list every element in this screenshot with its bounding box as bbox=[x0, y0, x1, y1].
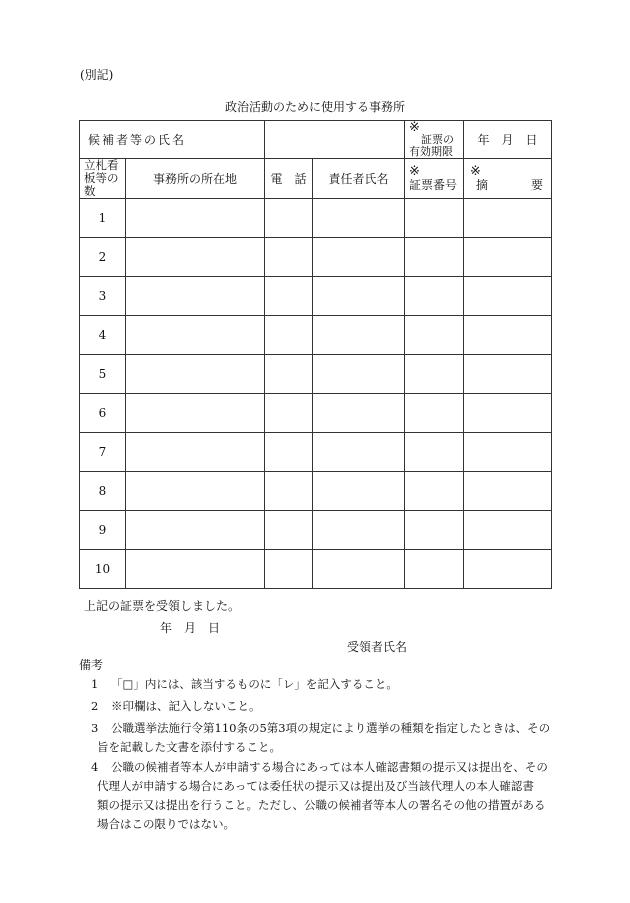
note-item bbox=[91, 758, 551, 834]
data-rows bbox=[80, 199, 552, 589]
note-text: 代理人が申請する場合にあっては委任状の提示又は提出及び当該代理人の本人確認書 bbox=[97, 779, 534, 793]
phone-field[interactable] bbox=[265, 277, 313, 316]
location-field[interactable] bbox=[126, 199, 265, 238]
row-number: 6 bbox=[80, 394, 126, 433]
table-row bbox=[80, 394, 552, 433]
manager-field[interactable] bbox=[313, 238, 405, 277]
location-field[interactable] bbox=[126, 238, 265, 277]
table-row bbox=[80, 511, 552, 550]
cert-number-field[interactable] bbox=[405, 277, 464, 316]
phone-field[interactable] bbox=[265, 511, 313, 550]
row-number: 10 bbox=[80, 550, 126, 589]
note-text: 類の提示又は提出を行うこと。ただし、公職の候補者等本人の署名その他の措置がある bbox=[97, 798, 546, 812]
table-row bbox=[80, 355, 552, 394]
remarks-label bbox=[470, 178, 551, 192]
cert-number-field[interactable] bbox=[405, 433, 464, 472]
note-text: 「□」内には、該当するものに「レ」を記入すること。 bbox=[111, 677, 398, 691]
col-header-phone: 電 話 bbox=[265, 159, 313, 199]
location-field[interactable] bbox=[126, 355, 265, 394]
col-count-line2: 板等の bbox=[84, 171, 119, 185]
cert-number-field[interactable] bbox=[405, 550, 464, 589]
document-title: 政治活動のために使用する事務所 bbox=[224, 100, 405, 114]
note-item bbox=[91, 697, 551, 716]
manager-field[interactable] bbox=[313, 394, 405, 433]
notes-heading: 備考 bbox=[79, 658, 104, 672]
validity-mark: ※ bbox=[409, 120, 420, 135]
validity-date-field[interactable]: 年 月 日 bbox=[464, 121, 552, 159]
manager-field[interactable] bbox=[313, 355, 405, 394]
remarks-field[interactable] bbox=[464, 511, 552, 550]
cert-number-field[interactable] bbox=[405, 199, 464, 238]
table-row bbox=[80, 472, 552, 511]
col-header-location: 事務所の所在地 bbox=[126, 159, 265, 199]
phone-field[interactable] bbox=[265, 550, 313, 589]
remarks-mark: ※ bbox=[470, 164, 481, 179]
candidate-name-label: 候補者等の氏名 bbox=[88, 132, 187, 147]
validity-label-line1: 証票の bbox=[421, 133, 455, 146]
table-row bbox=[80, 316, 552, 355]
cert-number-field[interactable] bbox=[405, 316, 464, 355]
col-header-count bbox=[80, 159, 126, 199]
row-number: 1 bbox=[80, 199, 126, 238]
note-text: 場合はこの限りではない。 bbox=[97, 817, 235, 831]
remarks-field[interactable] bbox=[464, 550, 552, 589]
row-number: 4 bbox=[80, 316, 126, 355]
row-number: 5 bbox=[80, 355, 126, 394]
location-field[interactable] bbox=[126, 277, 265, 316]
phone-field[interactable] bbox=[265, 238, 313, 277]
location-field[interactable] bbox=[126, 433, 265, 472]
location-field[interactable] bbox=[126, 550, 265, 589]
note-number: 4 bbox=[91, 760, 99, 774]
candidate-name-field[interactable] bbox=[265, 121, 405, 159]
cert-number-field[interactable] bbox=[405, 511, 464, 550]
note-text: 公職選挙法施行令第110条の5第3項の規定により選挙の種類を指定したときは、その bbox=[111, 721, 551, 735]
receipt-text: 上記の証票を受領しました。 bbox=[84, 599, 241, 613]
row-number: 7 bbox=[80, 433, 126, 472]
col-count-line1: 立札看 bbox=[84, 158, 119, 172]
cert-number-field[interactable] bbox=[405, 394, 464, 433]
phone-field[interactable] bbox=[265, 394, 313, 433]
remarks-field[interactable] bbox=[464, 472, 552, 511]
note-number: 2 bbox=[91, 699, 99, 713]
manager-field[interactable] bbox=[313, 316, 405, 355]
location-field[interactable] bbox=[126, 511, 265, 550]
validity-label-line2: 有効期限 bbox=[409, 145, 454, 158]
col-header-manager: 責任者氏名 bbox=[313, 159, 405, 199]
note-number: 3 bbox=[91, 721, 99, 735]
phone-field[interactable] bbox=[265, 472, 313, 511]
remarks-field[interactable] bbox=[464, 316, 552, 355]
remarks-field[interactable] bbox=[464, 394, 552, 433]
note-item bbox=[91, 719, 551, 757]
note-text: 公職の候補者等本人が申請する場合にあっては本人確認書類の提示又は提出を、その bbox=[111, 760, 548, 774]
row-number: 3 bbox=[80, 277, 126, 316]
location-field[interactable] bbox=[126, 472, 265, 511]
remarks-field[interactable] bbox=[464, 238, 552, 277]
manager-field[interactable] bbox=[313, 472, 405, 511]
cert-number-field[interactable] bbox=[405, 238, 464, 277]
office-form-table bbox=[79, 120, 552, 589]
document-label: (別記) bbox=[80, 68, 114, 82]
manager-field[interactable] bbox=[313, 433, 405, 472]
table-row bbox=[80, 199, 552, 238]
row-number: 8 bbox=[80, 472, 126, 511]
cert-number-field[interactable] bbox=[405, 355, 464, 394]
table-row bbox=[80, 277, 552, 316]
manager-field[interactable] bbox=[313, 550, 405, 589]
col-header-cert-number bbox=[405, 159, 464, 199]
candidate-row bbox=[80, 121, 552, 159]
phone-field[interactable] bbox=[265, 316, 313, 355]
manager-field[interactable] bbox=[313, 511, 405, 550]
remarks-label-b: 要 bbox=[531, 178, 544, 192]
note-item bbox=[91, 675, 551, 694]
row-number: 9 bbox=[80, 511, 126, 550]
col-count-line3: 数 bbox=[84, 184, 96, 198]
note-text: ※印欄は、記入しないこと。 bbox=[111, 699, 261, 713]
table-row bbox=[80, 238, 552, 277]
remarks-field[interactable] bbox=[464, 199, 552, 238]
manager-field[interactable] bbox=[313, 199, 405, 238]
cert-mark: ※ bbox=[409, 164, 420, 179]
phone-field[interactable] bbox=[265, 199, 313, 238]
row-number: 2 bbox=[80, 238, 126, 277]
remarks-field[interactable] bbox=[464, 433, 552, 472]
column-header-row bbox=[80, 159, 552, 199]
remarks-field[interactable] bbox=[464, 277, 552, 316]
receiver-name-label: 受領者氏名 bbox=[347, 640, 408, 654]
location-field[interactable] bbox=[126, 316, 265, 355]
note-text: 旨を記載した文書を添付すること。 bbox=[97, 740, 281, 754]
remarks-field[interactable] bbox=[464, 355, 552, 394]
phone-field[interactable] bbox=[265, 355, 313, 394]
remarks-label-a: 摘 bbox=[476, 178, 489, 192]
col-header-remarks bbox=[464, 159, 552, 199]
phone-field[interactable] bbox=[265, 433, 313, 472]
receipt-date[interactable]: 年 月 日 bbox=[160, 621, 221, 635]
validity-label-cell bbox=[405, 121, 464, 159]
location-field[interactable] bbox=[126, 394, 265, 433]
table-row bbox=[80, 550, 552, 589]
cert-number-label: 証票番号 bbox=[409, 178, 458, 192]
cert-number-field[interactable] bbox=[405, 472, 464, 511]
note-number: 1 bbox=[91, 677, 99, 691]
manager-field[interactable] bbox=[313, 277, 405, 316]
table-row bbox=[80, 433, 552, 472]
